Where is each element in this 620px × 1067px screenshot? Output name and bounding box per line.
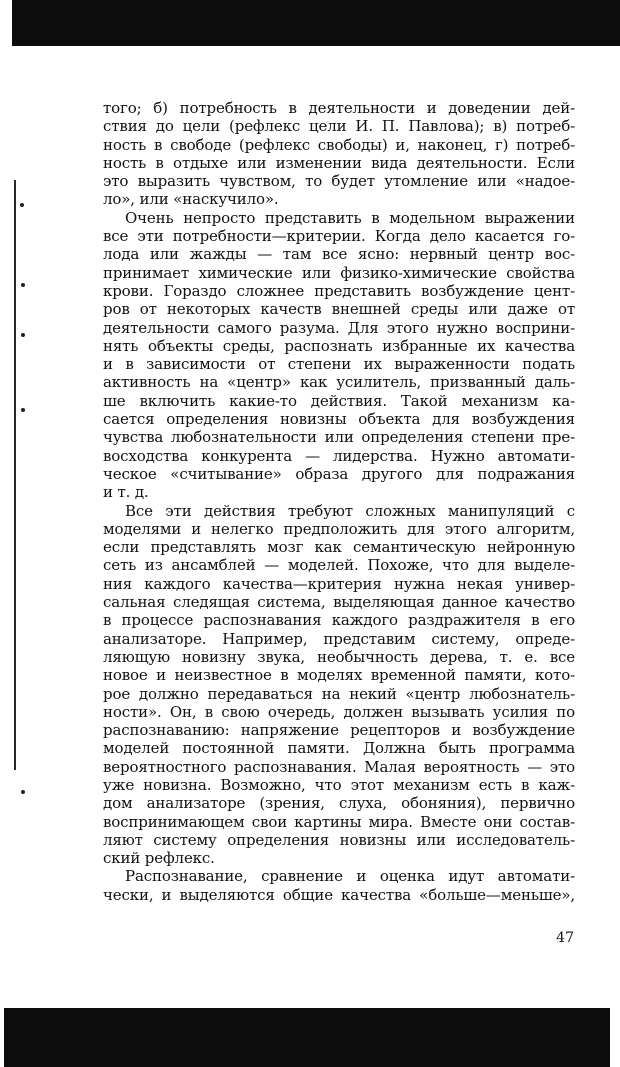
text-line: анализаторе. Например, представим систему, опреде- (103, 629, 575, 648)
margin-mark-dot (21, 790, 25, 794)
margin-mark-line (14, 180, 16, 770)
text-line: ствия до цели (рефлекс цели И. П. Павлова); в) потреб- (103, 117, 575, 136)
page-number: 47 (556, 930, 574, 946)
text-line: чески, и выделяются общие качества «больше—меньше», (103, 885, 575, 904)
text-line: того; б) потребность в деятельности и доведении дей- (103, 99, 575, 117)
text-line: ческое «считывание» образа другого для подражания (103, 464, 575, 483)
text-line: воспринимающем свои картины мира. Вместе они состав- (103, 812, 575, 831)
paragraph-2 (103, 209, 575, 502)
text-line: если представлять мозг как семантическую нейронную (103, 538, 575, 557)
margin-mark-dot (21, 333, 25, 337)
text-line: ляют систему определения новизны или исследователь- (103, 830, 575, 849)
margin-mark-dot (21, 283, 25, 287)
text-line: ляющую новизну звука, необычность дерева, т. е. все (103, 647, 575, 666)
text-line: ров от некоторых качеств внешней среды или даже от (103, 300, 575, 319)
scan-edge-bottom (4, 1008, 610, 1067)
text-line: активность на «центр» как усилитель, призванный даль- (103, 373, 575, 392)
text-line: рое должно передаваться на некий «центр любознатель- (103, 684, 575, 703)
text-line: Очень непросто представить в модельном выражении (125, 208, 575, 227)
paragraph-3 (103, 502, 575, 868)
text-line: это выразить чувством, то будет утомление или «надое- (103, 172, 575, 191)
text-line: принимает химические или физико-химические свойства (103, 263, 575, 282)
text-line: деятельности самого разума. Для этого нужно восприни- (103, 318, 575, 337)
scan-edge-top (12, 0, 620, 46)
text-line: лода или жажды — там все ясно: нервный центр вос- (103, 245, 575, 264)
text-line: в процессе распознавания каждого раздражителя в его (103, 611, 575, 630)
text-line: моделей постоянной памяти. Должна быть программа (103, 739, 575, 758)
paragraph-1 (103, 99, 575, 209)
text-line: ности». Он, в свою очередь, должен вызывать усилия по (103, 702, 575, 721)
margin-mark-dot (21, 408, 25, 412)
text-line: дом анализаторе (зрения, слуха, обоняния), первично (103, 794, 575, 813)
paragraph-4 (103, 867, 575, 904)
text-line: сается определения новизны объекта для возбуждения (103, 410, 575, 429)
text-line: ность в свободе (рефлекс свободы) и, наконец, г) потреб- (103, 135, 575, 154)
text-line: ность в отдыхе или изменении вида деятельности. Если (103, 153, 575, 172)
text-line: и в зависимости от степени их выраженности подать (103, 355, 575, 374)
text-line: сеть из ансамблей — моделей. Похоже, что для выделе- (103, 556, 575, 575)
text-line: новое и неизвестное в моделях временной памяти, кото- (103, 666, 575, 685)
text-line: Распознавание, сравнение и оценка идут автомати- (125, 867, 575, 886)
text-line: восходства конкурента — лидерства. Нужно автомати- (103, 446, 575, 465)
text-line: и т. д. (103, 483, 149, 502)
text-line: уже новизна. Возможно, что этот механизм есть в каж- (103, 775, 575, 794)
text-line: сальная следящая система, выделяющая данное качество (103, 593, 575, 612)
text-line: ния каждого качества—критерия нужна некая универ- (103, 574, 575, 593)
text-line: крови. Гораздо сложнее представить возбуждение цент- (103, 281, 575, 300)
text-line: ский рефлекс. (103, 849, 215, 868)
text-line: чувства любознательности или определения степени пре- (103, 428, 575, 447)
text-line: Все эти действия требуют сложных манипуляций с (125, 501, 575, 520)
text-line: ло», или «наскучило». (103, 190, 279, 209)
text-line: распознаванию: напряжение рецепторов и возбуждение (103, 721, 575, 740)
margin-mark-dot (20, 203, 24, 207)
text-line: все эти потребности—критерии. Когда дело касается го- (103, 227, 575, 246)
text-line: нять объекты среды, распознать избранные их качества (103, 336, 575, 355)
text-line: вероятностного распознавания. Малая вероятность — это (103, 757, 575, 776)
text-line: ше включить какие-то действия. Такой механизм ка- (103, 391, 575, 410)
text-line: моделями и нелегко предположить для этого алгоритм, (103, 519, 575, 538)
page-body (103, 99, 575, 904)
